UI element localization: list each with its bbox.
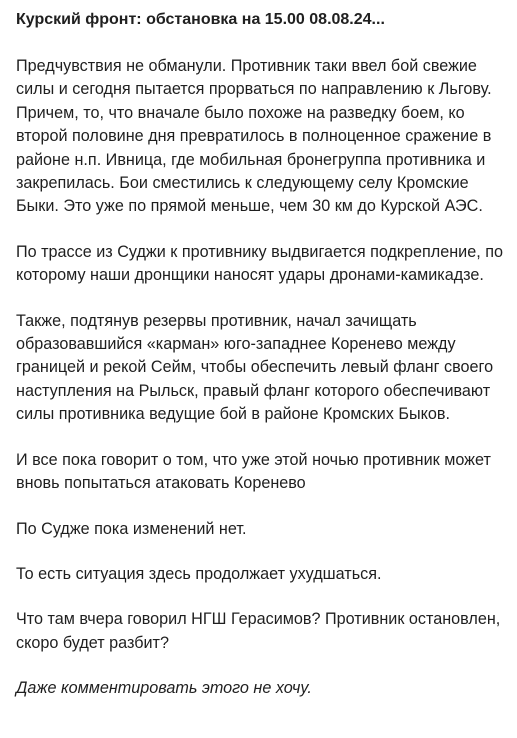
post-paragraph-2: По трассе из Суджи к противнику выдвигается подкрепление, по которому наши дронщики наносят удары дронами-камикадзе. bbox=[16, 242, 503, 285]
post-paragraph-3: Также, подтянув резервы противник, начал зачищать образовавшийся «карман» юго-западнее Коренево между границей и рекой Сейм, чтобы обеспечить левый фланг своего наступления на Рыльск, правый фланг которого обеспечивают силы противника ведущие бой в районе Кромских Быков. bbox=[16, 311, 494, 424]
post-paragraph-4: И все пока говорит о том, что уже этой ночью противник может вновь попытаться атаковать Коренево bbox=[16, 450, 491, 493]
post-body bbox=[16, 55, 506, 701]
post-paragraph-1: Предчувствия не обманули. Противник таки ввел бой свежие силы и сегодня пытается прорваться по направлению к Льгову. Причем, то, что вначале было похоже на разведку боем, ко второй половине дня превратилось в полноценное сражение в районе н.п. Ивница, где мобильная бронегруппа противника и закрепилась. Бои сместились к следующему селу Кромские Быки. Это уже по прямой меньше, чем 30 км до Курской АЭС. bbox=[16, 57, 492, 216]
cropped-header-strip bbox=[0, 0, 517, 6]
post-paragraph-6: То есть ситуация здесь продолжает ухудшаться. bbox=[16, 564, 382, 583]
post-paragraph-7: Что там вчера говорил НГШ Герасимов? Противник остановлен, скоро будет разбит? bbox=[16, 610, 501, 652]
post-paragraph-5: По Судже пока изменений нет. bbox=[16, 519, 247, 538]
cropped-footer-strip bbox=[0, 732, 517, 738]
post-title: Курский фронт: обстановка на 15.00 08.08.24... bbox=[16, 11, 385, 28]
post-paragraph-8: Даже комментировать этого не хочу. bbox=[16, 679, 312, 698]
telegram-post bbox=[16, 8, 506, 723]
